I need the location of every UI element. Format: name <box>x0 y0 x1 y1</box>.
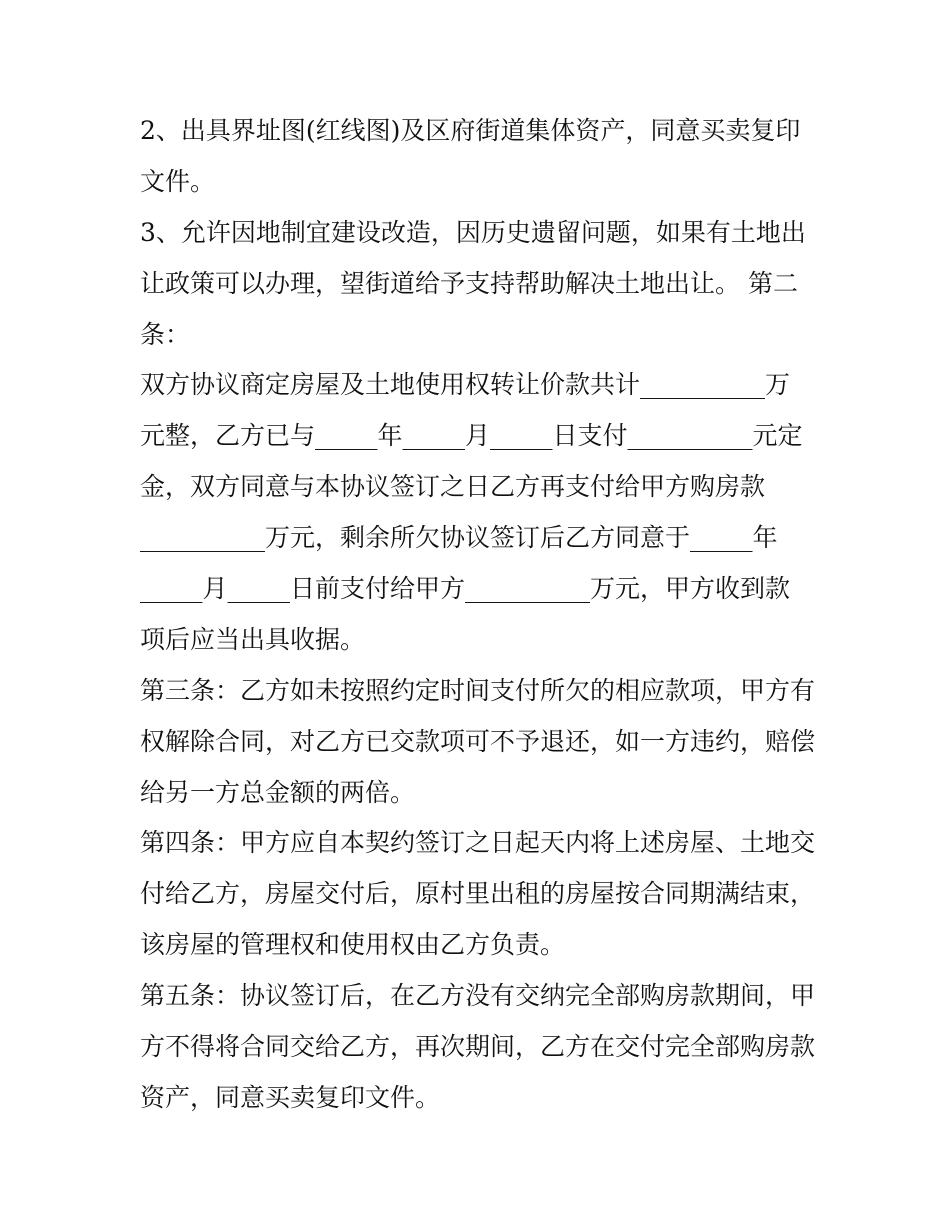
text-line: 2、出具界址图(红线图)及区府街道集体资产，同意买卖复印 <box>140 116 801 145</box>
text-line: 付给乙方，房屋交付后，原村里出租的房屋按合同期满结束， <box>140 879 816 909</box>
text-line: 文件。 <box>140 166 216 196</box>
text-line: 项后应当出具收据。 <box>140 624 366 654</box>
text-line: 金，双方同意与本协议签订之日乙方再支付给甲方购房款 <box>140 472 766 502</box>
contract-text <box>140 106 820 1124</box>
text-line: 双方协议商定房屋及土地使用权转让价款共计__________万 <box>140 370 791 400</box>
text-line: 方不得将合同交给乙方，再次期间，乙方在交付完全部购房款 <box>140 1032 816 1062</box>
text-line: 第五条：协议签订后，在乙方没有交纳完全部购房款期间，甲 <box>140 981 816 1011</box>
text-line: _____月_____日前支付给甲方__________万元，甲方收到款 <box>140 574 791 604</box>
text-line: __________万元，剩余所欠协议签订后乙方同意于_____年 <box>140 523 778 553</box>
text-line: 第三条：乙方如未按照约定时间支付所欠的相应款项，甲方有 <box>140 675 816 705</box>
text-line: 3、允许因地制宜建设改造，因历史遗留问题，如果有土地出 <box>140 217 806 247</box>
text-line: 资产，同意买卖复印文件。 <box>140 1082 441 1112</box>
text-line: 让政策可以办理，望街道给予支持帮助解决土地出让。 第二 <box>140 268 798 298</box>
text-line: 该房屋的管理权和使用权由乙方负责。 <box>140 930 566 960</box>
text-line: 权解除合同，对乙方已交款项可不予退还，如一方违约，赔偿 <box>140 726 816 756</box>
text-line: 条： <box>140 319 191 349</box>
text-line: 第四条：甲方应自本契约签订之日起天内将上述房屋、土地交 <box>140 828 816 858</box>
text-line: 元整，乙方已与_____年_____月_____日支付__________元定 <box>140 421 803 451</box>
text-line: 给另一方总金额的两倍。 <box>140 777 416 807</box>
